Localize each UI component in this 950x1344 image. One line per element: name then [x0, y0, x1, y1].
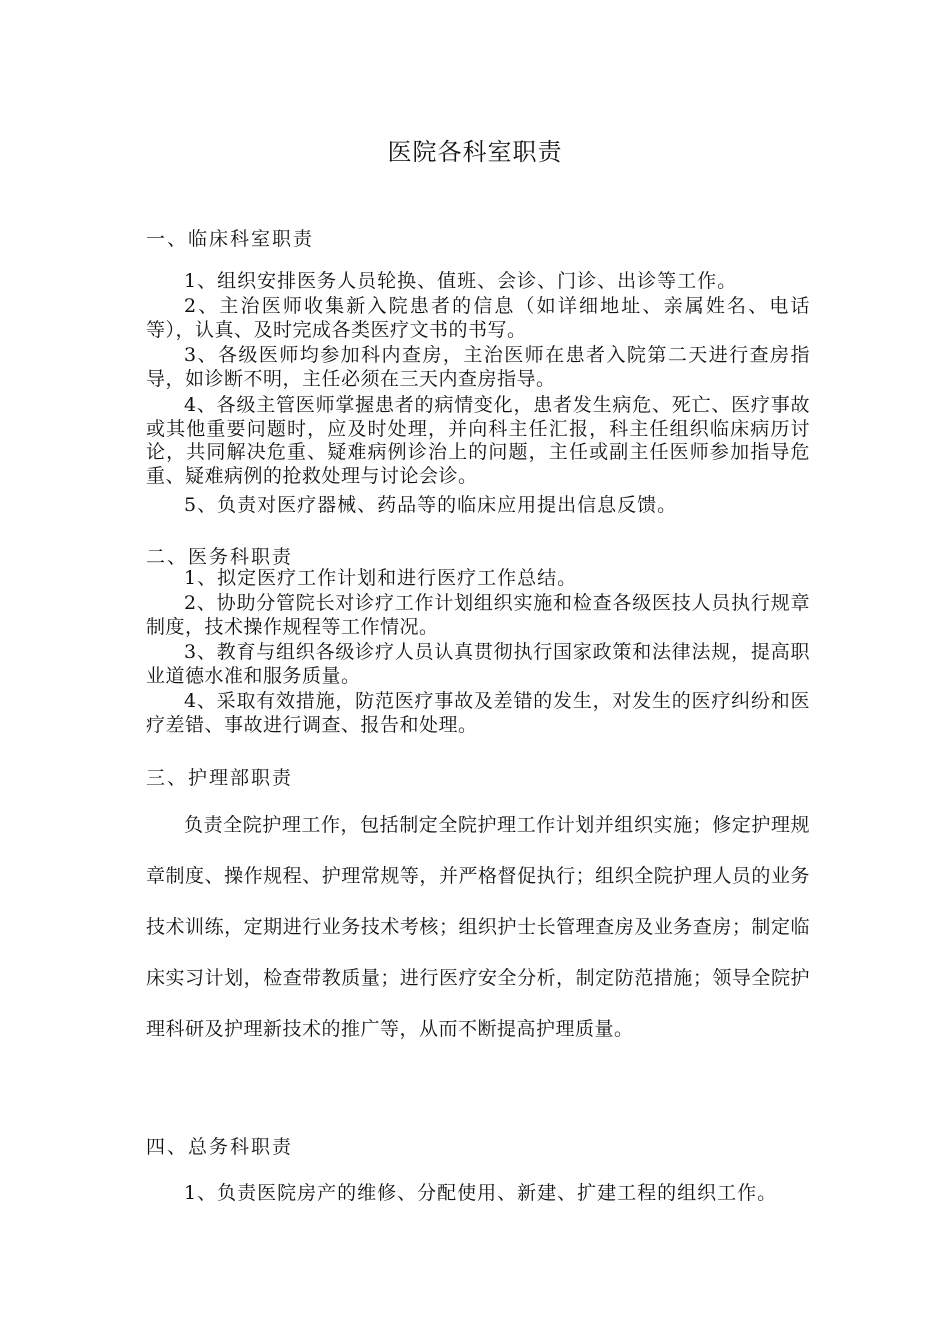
- clinical-item-3: 3、各级医师均参加科内查房，主治医师在患者入院第二天进行查房指导，如诊断不明，主任必须在三天内查房指导。: [146, 344, 810, 390]
- clinical-item-4: 4、各级主管医师掌握患者的病情变化，患者发生病危、死亡、医疗事故或其他重要问题时，应及时处理，并向科主任汇报，科主任组织临床病历讨论，共同解决危重、疑难病例诊治上的问题，主任或副主任医师参加指导危重、疑难病例的抢救处理与讨论会诊。: [146, 394, 810, 487]
- nursing-paragraph: 负责全院护理工作，包括制定全院护理工作计划并组织实施；修定护理规章制度、操作规程、护理常规等，并严格督促执行；组织全院护理人员的业务技术训练，定期进行业务技术考核；组织护士长管理查房及业务查房；制定临床实习计划，检查带教质量；进行医疗安全分析，制定防范措施；领导全院护理科研及护理新技术的推广等，从而不断提高护理质量。: [146, 814, 810, 1040]
- medical-affairs-item-4: 4、采取有效措施，防范医疗事故及差错的发生，对发生的医疗纠纷和医疗差错、事故进行调查、报告和处理。: [146, 690, 810, 736]
- section-heading-medical-affairs: 二、医务科职责: [146, 546, 294, 568]
- clinical-item-1: 1、组织安排医务人员轮换、值班、会诊、门诊、出诊等工作。: [184, 270, 738, 292]
- section-heading-nursing: 三、护理部职责: [146, 767, 294, 789]
- document-title: 医院各科室职责: [387, 138, 563, 166]
- medical-affairs-item-3: 3、教育与组织各级诊疗人员认真贯彻执行国家政策和法律法规，提高职业道德水准和服务质量。: [146, 641, 810, 687]
- medical-affairs-item-2: 2、协助分管院长对诊疗工作计划组织实施和检查各级医技人员执行规章制度，技术操作规程等工作情况。: [146, 592, 810, 638]
- medical-affairs-item-1: 1、拟定医疗工作计划和进行医疗工作总结。: [184, 567, 578, 589]
- clinical-item-5: 5、负责对医疗器械、药品等的临床应用提出信息反馈。: [184, 494, 678, 516]
- section-heading-general-affairs: 四、总务科职责: [146, 1136, 294, 1158]
- clinical-item-2: 2、主治医师收集新入院患者的信息（如详细地址、亲属姓名、电话等），认真、及时完成各类医疗文书的书写。: [146, 295, 810, 341]
- section-heading-clinical: 一、临床科室职责: [146, 228, 315, 250]
- general-affairs-item-1: 1、负责医院房产的维修、分配使用、新建、扩建工程的组织工作。: [184, 1182, 778, 1204]
